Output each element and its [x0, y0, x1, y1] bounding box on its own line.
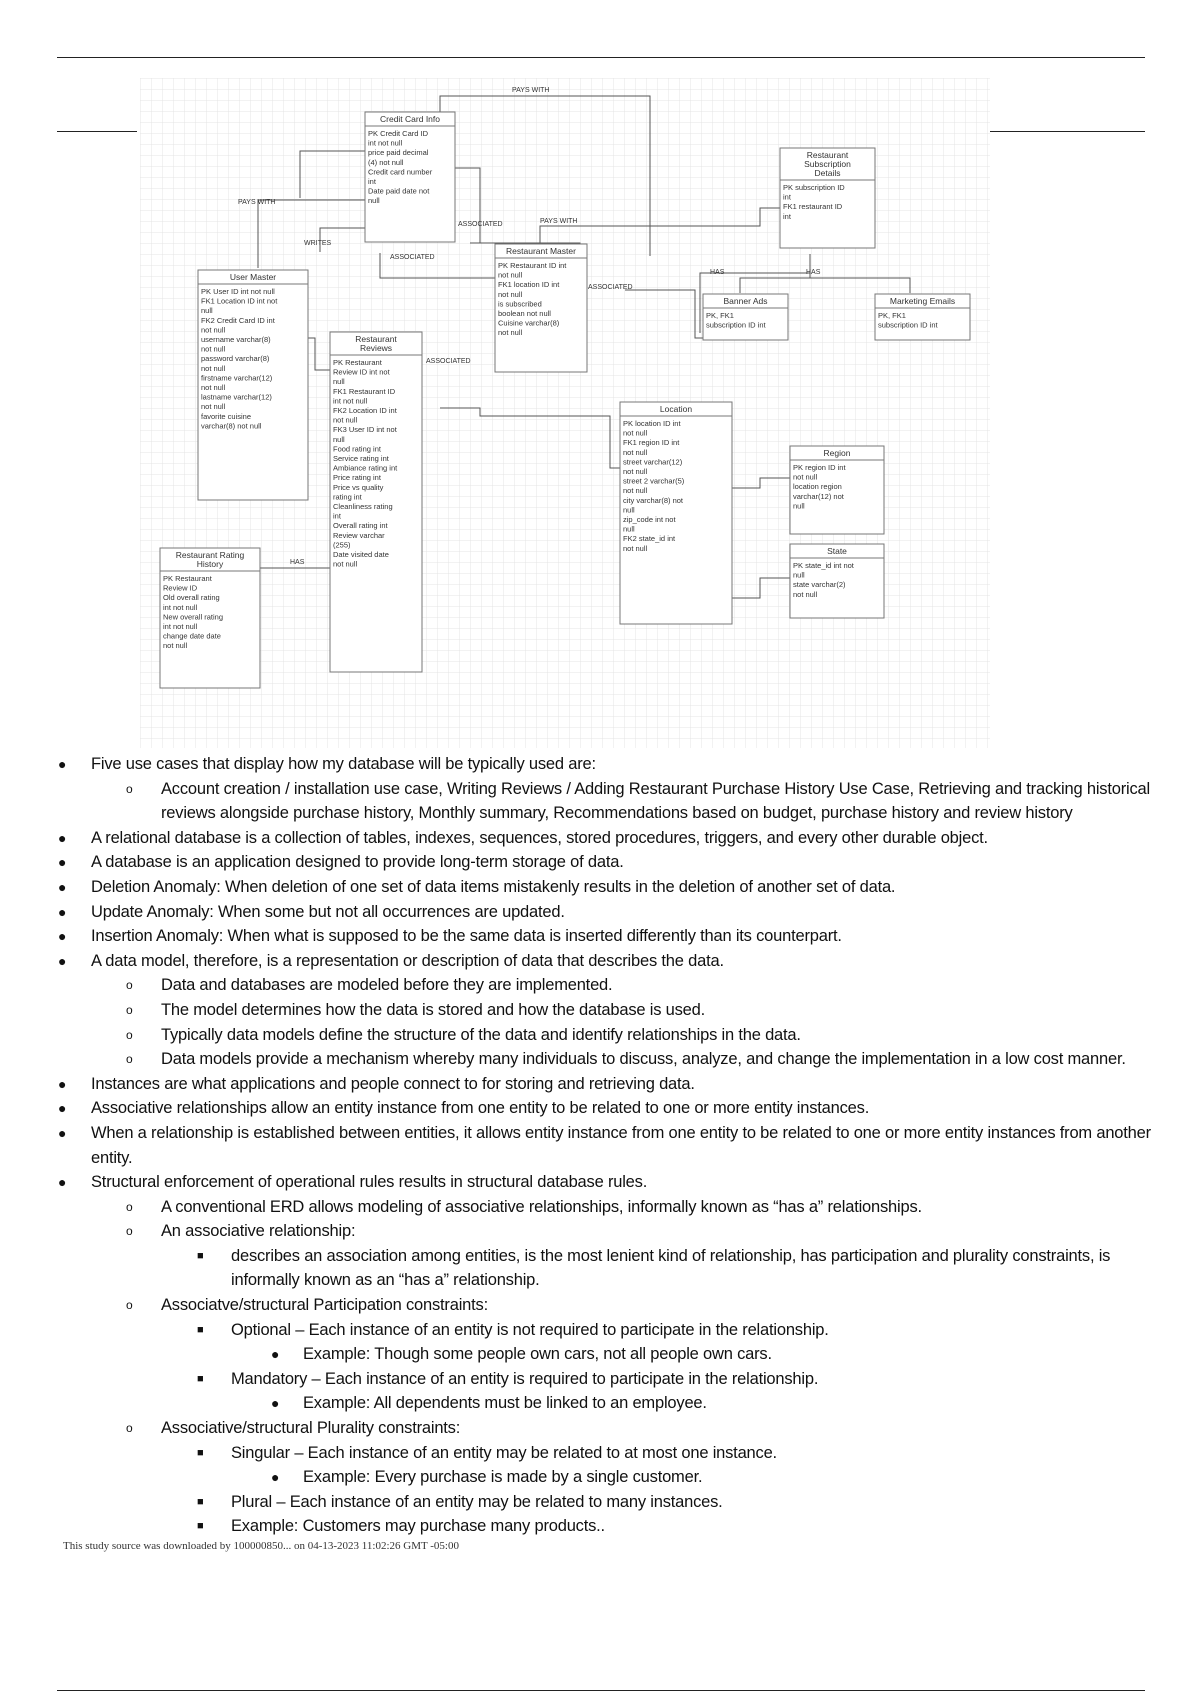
entity-attribute: street 2 varchar(5)	[623, 476, 685, 486]
entity-title: Restaurant	[806, 150, 849, 160]
entity-attribute: (4) not null	[368, 157, 404, 167]
entity-attribute: int	[368, 177, 376, 186]
entity-attribute: not null	[793, 589, 818, 599]
rel-label-pays-with-top: PAYS WITH	[512, 87, 550, 94]
entity-attribute: Review varchar	[333, 530, 385, 540]
entity-attribute: FK1 region ID int	[623, 438, 680, 448]
entity-attribute: Cleanliness rating	[333, 502, 393, 511]
entity-attribute: int not null	[368, 138, 403, 148]
entity-attribute: PK User ID int not null	[201, 287, 275, 296]
note-text: Associative/structural Plurality constraints:	[161, 1419, 461, 1438]
rel-label-has-1: HAS	[710, 269, 725, 276]
entity-attribute: FK2 state_id int	[623, 534, 676, 544]
note-item-level-2	[58, 1219, 1168, 1244]
entity-attribute: not null	[623, 543, 648, 553]
note-item-level-2	[58, 1416, 1168, 1441]
entity-attribute: Date paid date not	[368, 186, 430, 196]
note-item-level-1	[58, 1121, 1168, 1170]
bullet-icon: ●	[58, 1075, 67, 1092]
note-item-level-3	[58, 1514, 1168, 1539]
entity-attribute: FK1 Location ID int not	[201, 296, 278, 306]
entity-attribute: null	[793, 570, 805, 580]
note-text: Optional – Each instance of an entity is not required to participate in the relationship.	[231, 1320, 829, 1339]
entity-restaurant-reviews	[330, 332, 422, 672]
entity-title: Banner Ads	[723, 296, 768, 306]
rel-label-has-2: HAS	[806, 269, 821, 276]
entity-attribute: FK3 User ID int not	[333, 425, 397, 435]
note-text: Mandatory – Each instance of an entity is required to participate in the relationship.	[231, 1369, 819, 1388]
note-text: A data model, therefore, is a representation or description of data that describes the data.	[91, 951, 724, 970]
entity-title: Location	[659, 404, 693, 414]
entity-attribute: (255)	[333, 540, 351, 550]
note-item-level-1	[58, 1072, 1168, 1097]
entity-attribute: null	[368, 196, 380, 206]
entity-credit-card	[365, 112, 455, 242]
entity-attribute: null	[793, 501, 805, 511]
entity-attribute: Price rating int	[333, 473, 381, 483]
entity-attribute: not null	[498, 328, 523, 338]
entity-attribute: FK1 restaurant ID	[783, 202, 843, 212]
bullet-icon: ●	[58, 1100, 67, 1117]
note-text: Plural – Each instance of an entity may be related to many instances.	[231, 1492, 723, 1511]
rel-label-pays-with-mid: PAYS WITH	[540, 218, 578, 225]
entity-title: Restaurant Master	[506, 246, 576, 256]
note-text: describes an association among entities, is the most lenient kind of relationship, has participation and plurality constraints, is informally known as an “has a” relationship.	[231, 1246, 1111, 1290]
note-item-level-3	[58, 1441, 1168, 1466]
rule-right-short	[990, 131, 1145, 132]
note-item-level-2	[58, 1293, 1168, 1318]
entity-restaurant-master	[495, 244, 587, 372]
notes-list	[58, 752, 1168, 1539]
note-item-level-1	[58, 949, 1168, 974]
rel-label-associated-4: ASSOCIATED	[426, 358, 471, 365]
entity-attribute: not null	[163, 641, 188, 651]
entity-attribute: change date date	[163, 631, 221, 641]
entity-title: History	[196, 559, 224, 569]
entity-attribute: Service rating int	[333, 454, 389, 463]
download-watermark: This study source was downloaded by 100000850... on 04-13-2023 11:02:26 GMT -05:00	[63, 1540, 459, 1552]
entity-attribute: state varchar(2)	[793, 580, 846, 590]
entity-attribute: FK1 Restaurant ID	[333, 386, 396, 396]
note-item-level-3	[58, 1244, 1168, 1293]
entity-attribute: PK subscription ID	[783, 183, 845, 192]
entity-attribute: not null	[623, 428, 648, 438]
entity-attribute: PK Credit Card ID	[368, 129, 429, 138]
bullet-icon: o	[126, 781, 133, 796]
entity-attribute: street varchar(12)	[623, 457, 683, 467]
note-text: A relational database is a collection of tables, indexes, sequences, stored procedures, triggers, and every other durable object.	[91, 828, 988, 847]
entity-attribute: not null	[333, 415, 358, 425]
bullet-icon: ●	[58, 903, 67, 920]
entity-attribute: username varchar(8)	[201, 335, 271, 344]
note-text: Example: All dependents must be linked to an employee.	[303, 1394, 707, 1413]
entity-attribute: Food rating int	[333, 444, 381, 454]
note-text: Data models provide a mechanism whereby many individuals to discuss, analyze, and change the implementation in a low cost manner.	[161, 1050, 1126, 1069]
entity-title: User Master	[229, 272, 277, 282]
entity-attribute: int	[333, 511, 341, 521]
entity-attribute: Review ID	[163, 583, 198, 593]
bullet-icon: ■	[197, 1323, 204, 1336]
note-item-level-1	[58, 875, 1168, 900]
entity-title: Marketing Emails	[889, 296, 956, 306]
entity-attribute: Old overall rating	[163, 593, 220, 603]
entity-attribute: PK Restaurant ID int	[498, 261, 567, 270]
entity-attribute: PK state_id int not	[793, 561, 854, 570]
entity-attribute: null	[333, 377, 345, 387]
note-text: Five use cases that display how my database will be typically used are:	[91, 755, 596, 773]
note-item-level-1	[58, 1170, 1168, 1195]
entity-attribute: PK Restaurant	[163, 574, 212, 583]
rel-label-associated-1: ASSOCIATED	[390, 254, 435, 261]
notes-section	[58, 752, 1168, 1539]
entity-attribute: Cuisine varchar(8)	[498, 318, 560, 328]
note-text: Structural enforcement of operational rules results in structural database rules.	[91, 1173, 648, 1192]
erd-diagram	[140, 78, 990, 748]
entity-attribute: PK region ID int	[793, 463, 846, 472]
bullet-icon: o	[126, 1199, 133, 1214]
note-text: Data and databases are modeled before they are implemented.	[161, 976, 613, 995]
bullet-icon: o	[126, 1298, 133, 1313]
entity-title: Subscription	[804, 159, 851, 169]
note-text: Example: Customers may purchase many products..	[231, 1517, 605, 1536]
entity-attribute: Credit card number	[368, 167, 433, 177]
bullet-icon: ■	[197, 1249, 204, 1262]
note-text: Example: Every purchase is made by a single customer.	[303, 1468, 703, 1487]
entity-region	[790, 446, 884, 534]
note-item-level-4	[58, 1391, 1168, 1416]
entity-attribute: favorite cuisine	[201, 411, 252, 421]
entity-title: Region	[823, 448, 851, 458]
note-text: An associative relationship:	[161, 1222, 356, 1241]
entity-attribute: not null	[201, 344, 226, 354]
rel-label-associated-2: ASSOCIATED	[458, 221, 503, 228]
note-text: Deletion Anomaly: When deletion of one set of data items mistakenly results in the deletion of another set of data.	[91, 877, 896, 896]
entity-attribute: Review ID int not	[333, 367, 390, 377]
note-text: Account creation / installation use case, Writing Reviews / Adding Restaurant Purchase History Use Case, Retrieving and tracking historical reviews alongside purchase history, Monthly summary, Recommendations based on budget, purchase history and review history	[161, 779, 1150, 823]
bullet-icon: ■	[197, 1520, 204, 1533]
entity-attribute: not null	[333, 559, 358, 569]
entity-attribute: zip_code int not	[623, 515, 676, 524]
bullet-icon: ●	[58, 952, 67, 969]
entity-title: Reviews	[359, 343, 393, 353]
entity-title: Credit Card Info	[380, 114, 440, 124]
rel-label-associated-3: ASSOCIATED	[588, 284, 633, 291]
note-text: Example: Though some people own cars, not all people own cars.	[303, 1345, 772, 1364]
entity-attribute: PK location ID int	[623, 419, 681, 428]
bullet-icon: o	[126, 1027, 133, 1042]
rel-label-pays-with-left: PAYS WITH	[238, 199, 276, 206]
entity-attribute: password varchar(8)	[201, 354, 270, 364]
note-text: When a relationship is established between entities, it allows entity instance from one entity to be related to one or more entity instances from another entity.	[91, 1123, 1151, 1167]
entity-attribute: int	[783, 192, 791, 202]
bullet-icon: ●	[271, 1395, 280, 1412]
bullet-icon: ■	[197, 1495, 204, 1508]
bottom-rule	[57, 1690, 1145, 1691]
note-item-level-3	[58, 1367, 1168, 1392]
entity-attribute: not null	[498, 289, 523, 299]
top-rule	[57, 57, 1145, 58]
rel-label-writes: WRITES	[304, 240, 332, 247]
bullet-icon: ●	[58, 829, 67, 846]
note-item-level-4	[58, 1465, 1168, 1490]
note-item-level-3	[58, 1318, 1168, 1343]
note-item-level-4	[58, 1342, 1168, 1367]
entity-location	[620, 402, 732, 624]
entity-attribute: null	[333, 434, 345, 444]
note-text: A conventional ERD allows modeling of associative relationships, informally known as “has a” relationships.	[161, 1197, 922, 1216]
note-item-level-1	[58, 826, 1168, 851]
entity-attribute: FK2 Location ID int	[333, 406, 397, 415]
entity-attribute: varchar(8) not null	[201, 421, 262, 431]
note-item-level-2	[58, 777, 1168, 826]
note-text: Associatve/structural Participation constraints:	[161, 1296, 488, 1315]
entity-attribute: price paid decimal	[368, 148, 429, 158]
bullet-icon: ●	[58, 878, 67, 895]
note-item-level-3	[58, 1490, 1168, 1515]
entity-attribute: not null	[623, 467, 648, 476]
entity-user-master	[198, 270, 308, 500]
bullet-icon: ●	[58, 928, 67, 945]
bullet-icon: o	[126, 978, 133, 993]
entity-attribute: subscription ID int	[706, 320, 766, 330]
bullet-icon: o	[126, 1421, 133, 1436]
entity-attribute: int	[783, 211, 791, 221]
note-item-level-2	[58, 1023, 1168, 1048]
bullet-icon: ■	[197, 1446, 204, 1459]
bullet-icon: ●	[58, 756, 67, 772]
note-text: A database is an application designed to provide long-term storage of data.	[91, 853, 624, 872]
note-item-level-1	[58, 900, 1168, 925]
bullet-icon: ●	[271, 1346, 280, 1363]
rel-label-has-3: HAS	[290, 559, 305, 566]
note-item-level-2	[58, 1195, 1168, 1220]
entity-title: Restaurant	[355, 334, 397, 344]
note-item-level-1	[58, 850, 1168, 875]
entity-attribute: null	[623, 524, 635, 534]
entity-attribute: not null	[201, 363, 226, 373]
entity-title: Restaurant Rating	[175, 550, 245, 560]
entity-banner-ads	[703, 294, 788, 340]
note-item-level-2	[58, 998, 1168, 1023]
entity-attribute: Date visited date	[333, 550, 389, 559]
entity-state	[790, 544, 884, 618]
note-item-level-2	[58, 1047, 1168, 1072]
entity-attribute: is subscribed	[498, 299, 542, 309]
bullet-icon: ■	[197, 1372, 204, 1385]
bullet-icon: ●	[58, 854, 67, 871]
entity-attribute: not null	[793, 472, 818, 482]
note-text: Update Anomaly: When some but not all occurrences are updated.	[91, 902, 565, 921]
entity-attribute: null	[623, 505, 635, 515]
note-item-level-1	[58, 924, 1168, 949]
entity-subscription	[780, 148, 875, 248]
entity-attribute: int not null	[163, 622, 198, 631]
entity-attribute: int not null	[333, 396, 368, 406]
entity-attribute: not null	[201, 325, 226, 335]
entity-attribute: boolean not null	[498, 309, 551, 318]
bullet-icon: o	[126, 1052, 133, 1067]
bullet-icon: ●	[58, 1174, 67, 1191]
entity-attribute: subscription ID int	[878, 320, 938, 330]
entity-attribute: Price vs quality	[333, 482, 384, 492]
entity-attribute: FK1 location ID int	[498, 280, 560, 290]
bullet-icon: o	[126, 1002, 133, 1017]
entity-attribute: lastname varchar(12)	[201, 392, 272, 402]
entity-marketing-emails	[875, 294, 970, 340]
bullet-icon: ●	[58, 1124, 67, 1141]
bullet-icon: o	[126, 1224, 133, 1239]
entity-attribute: city varchar(8) not	[623, 495, 684, 505]
entity-title: Details	[814, 168, 841, 178]
entity-attribute: Ambiance rating int	[333, 463, 398, 473]
entity-attribute: firstname varchar(12)	[201, 373, 273, 383]
entity-attribute: New overall rating	[163, 612, 224, 622]
entity-attribute: null	[201, 306, 213, 316]
entity-rating-history	[160, 548, 260, 688]
entity-attribute: not null	[498, 270, 523, 280]
entity-attribute: int not null	[163, 602, 198, 612]
note-text: Singular – Each instance of an entity may be related to at most one instance.	[231, 1443, 777, 1462]
entity-attribute: not null	[623, 447, 648, 457]
rule-left-short	[57, 131, 137, 132]
note-item-level-2	[58, 973, 1168, 998]
note-text: Associative relationships allow an entity instance from one entity to be related to one or more entity instances.	[91, 1099, 870, 1118]
entity-attribute: not null	[201, 402, 226, 412]
entity-attribute: FK2 Credit Card ID int	[201, 315, 275, 325]
bullet-icon: ●	[271, 1469, 280, 1486]
entity-attribute: not null	[201, 383, 226, 392]
note-text: Insertion Anomaly: When what is supposed to be the same data is inserted differently than its counterpart.	[91, 927, 842, 946]
entity-attribute: Overall rating int	[333, 521, 388, 531]
entity-attribute: varchar(12) not	[793, 491, 844, 501]
note-item-level-1	[58, 1096, 1168, 1121]
note-item-level-1	[58, 752, 1168, 777]
entity-attribute: PK Restaurant	[333, 358, 382, 367]
entity-title: State	[827, 546, 847, 556]
entity-attribute: location region	[793, 482, 842, 492]
entity-attribute: PK, FK1	[706, 311, 734, 320]
entity-attribute: not null	[623, 486, 648, 496]
note-text: Typically data models define the structure of the data and identify relationships in the data.	[161, 1025, 801, 1044]
note-text: Instances are what applications and people connect to for storing and retrieving data.	[91, 1074, 695, 1093]
note-text: The model determines how the data is stored and how the database is used.	[161, 1000, 705, 1019]
entity-attribute: PK, FK1	[878, 311, 906, 320]
entity-attribute: rating int	[333, 492, 362, 502]
